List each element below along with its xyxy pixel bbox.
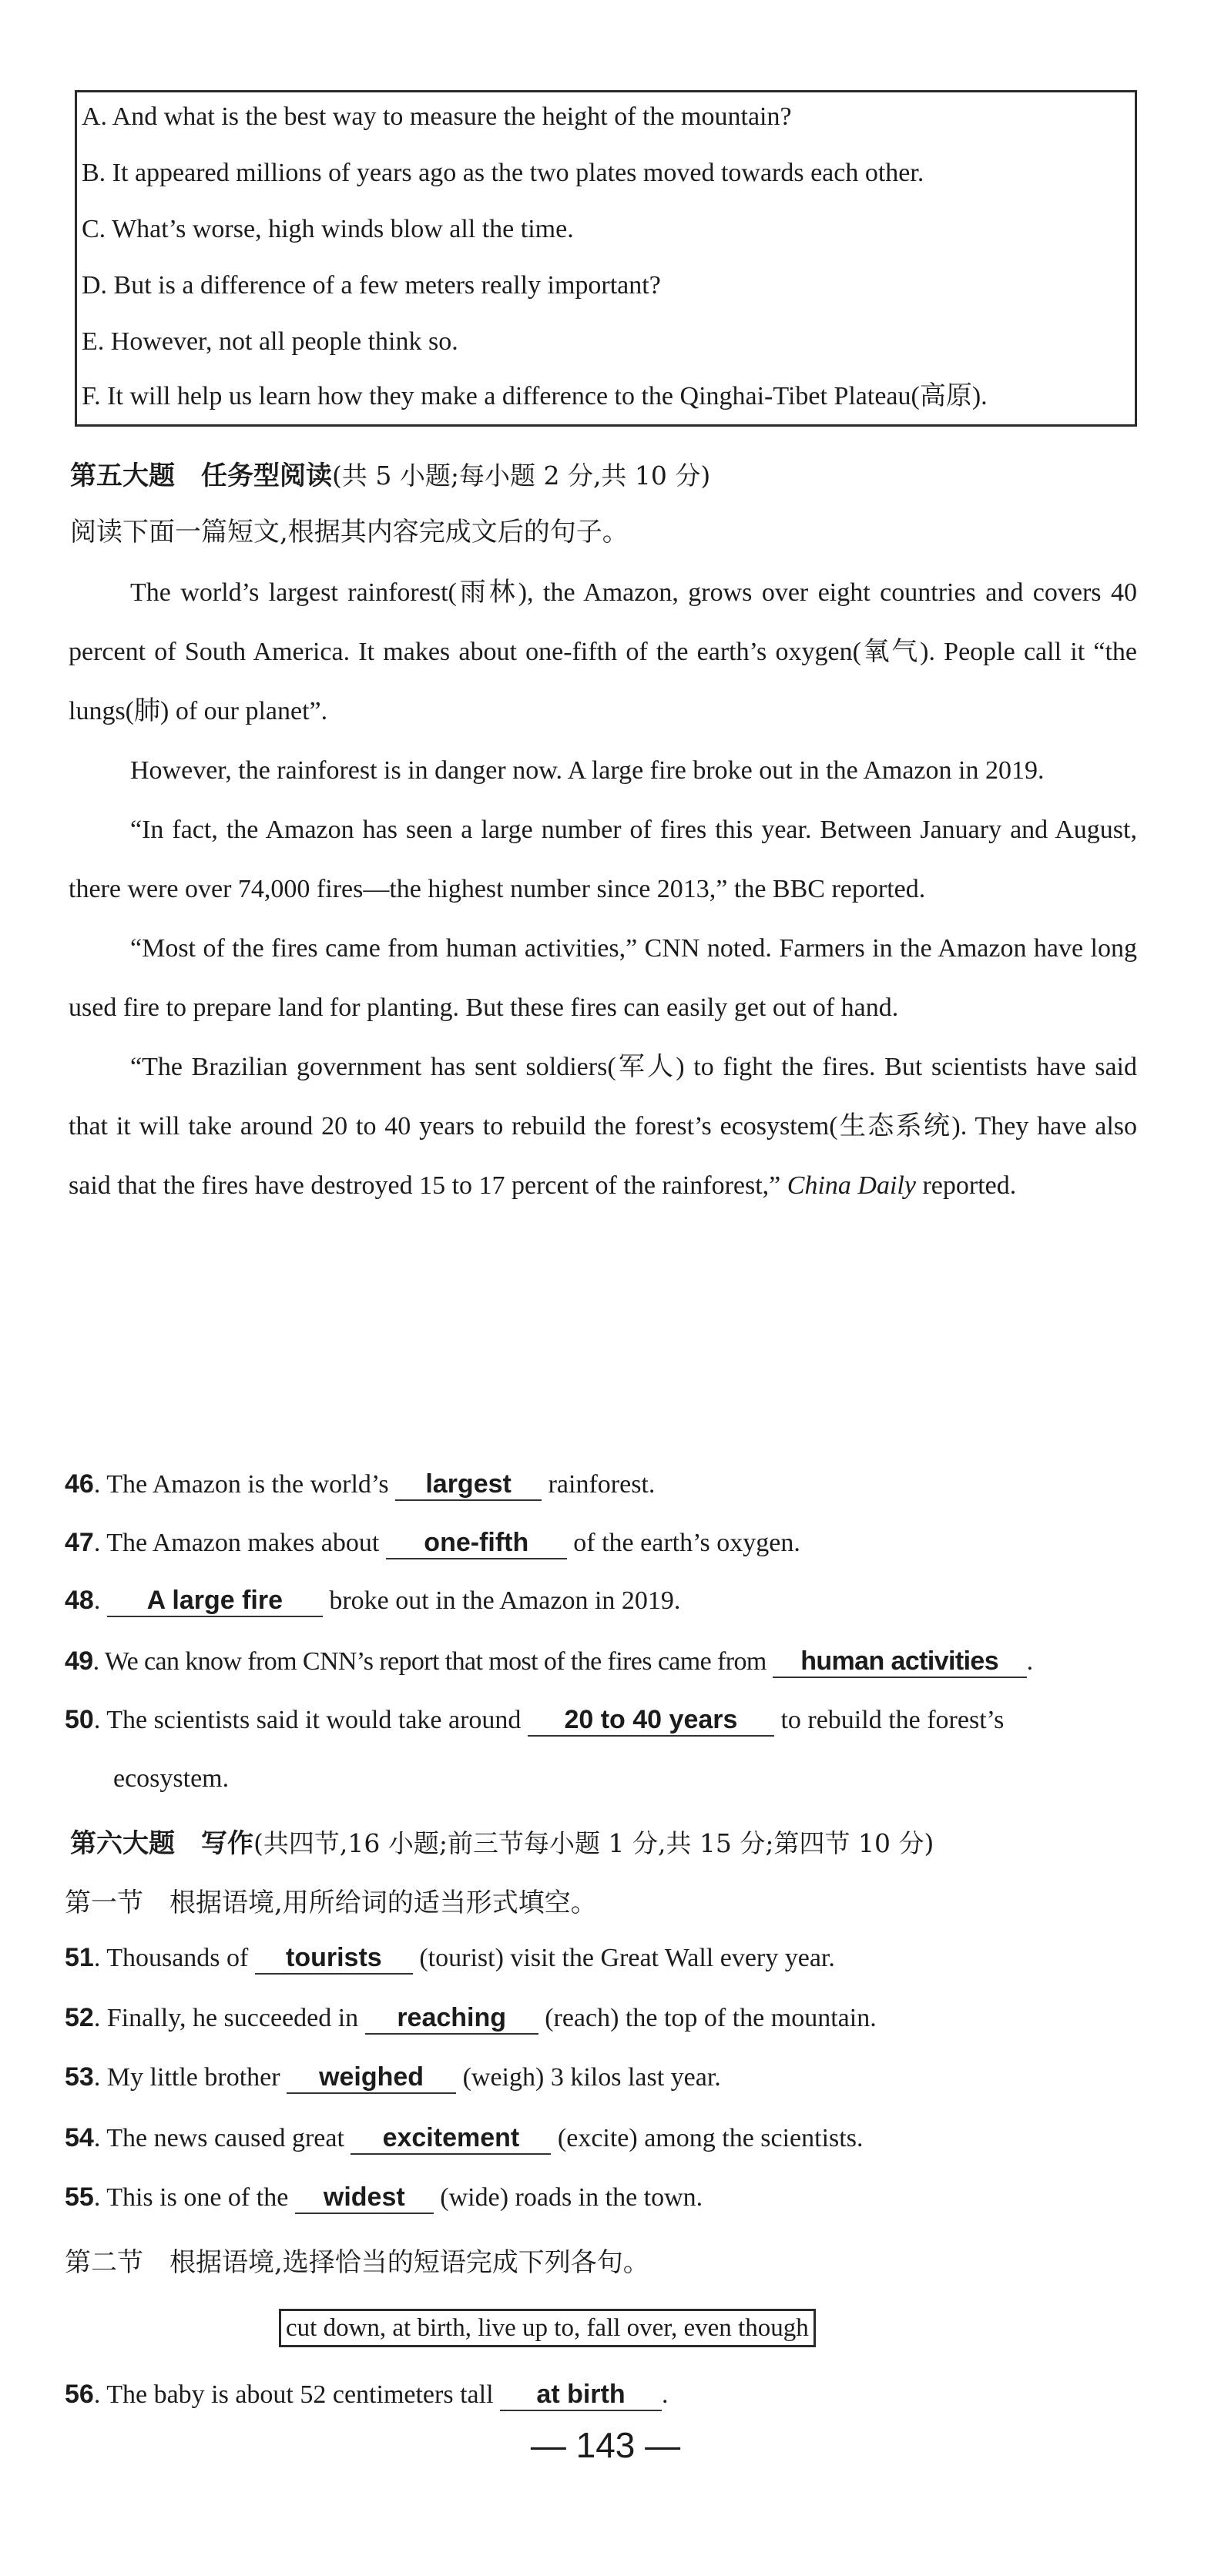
question-text: broke out in the Amazon in 2019. (322, 1586, 681, 1615)
section6-title: 第六大题 写作 (70, 1828, 253, 1859)
question-text: . We can know from CNN’s report that most of the fires came from (92, 1647, 773, 1676)
passage-text: “The Brazilian government has sent soldiers(军人) to fight the fires. But scientists have said that it will take around 20 to 40 years to rebuild the forest’s ecosystem(生态系统). They have also said that the fires have destroyed 15 to 17 percent of the rainforest,” (69, 1053, 1137, 1200)
passage-paragraph: However, the rainforest is in danger now. A large fire broke out in the Amazon in 2019. (130, 756, 1045, 785)
question-number: 52 (65, 2003, 94, 2032)
question-text: . The Amazon is the world’s (93, 1470, 396, 1499)
answer-blank[interactable]: 20 to 40 years (528, 1704, 774, 1737)
option-c: C. What’s worse, high winds blow all the time. (82, 215, 574, 243)
answer-blank[interactable]: one-fifth (386, 1527, 567, 1559)
question-number: 48 (65, 1586, 94, 1615)
question-text: . My little brother (93, 2063, 287, 2092)
section6-heading (70, 1822, 934, 1860)
question-51 (65, 1940, 835, 1976)
question-text: . (662, 2380, 669, 2409)
question-text: (reach) the top of the mountain. (538, 2004, 877, 2032)
question-number: 51 (65, 1943, 94, 1972)
question-text: . This is one of the (93, 2183, 295, 2212)
question-number: 54 (65, 2123, 94, 2152)
question-text: . (1026, 1647, 1033, 1676)
question-52 (65, 2000, 877, 2036)
question-48 (65, 1583, 680, 1619)
question-55 (65, 2179, 703, 2216)
question-number: 46 (65, 1469, 94, 1499)
question-text: . The scientists said it would take around (93, 1706, 528, 1734)
answer-blank[interactable]: A large fire (107, 1585, 323, 1617)
question-text: . Finally, he succeeded in (93, 2004, 365, 2032)
answer-blank[interactable]: human activities (773, 1646, 1027, 1678)
question-number: 49 (65, 1646, 93, 1676)
question-text: (excite) among the scientists. (551, 2124, 864, 2152)
question-number: 55 (65, 2182, 94, 2212)
question-53 (65, 2059, 721, 2095)
news-source: China Daily (787, 1171, 916, 1200)
question-49 (65, 1643, 1033, 1680)
passage-paragraph: “In fact, the Amazon has seen a large number of fires this year. Between January and August, there were over 74,000 fires—the highest number since 2013,” the BBC reported. (69, 816, 1137, 903)
options-box (75, 90, 1137, 427)
question-text: (tourist) visit the Great Wall every year. (412, 1944, 835, 1972)
question-number: 47 (65, 1528, 94, 1557)
option-f: F. It will help us learn how they make a difference to the Qinghai-Tibet Plateau(高原). (82, 382, 988, 410)
question-text: . The baby is about 52 centimeters tall (93, 2380, 501, 2409)
question-number: 53 (65, 2062, 94, 2092)
question-46 (65, 1466, 655, 1502)
answer-blank[interactable]: tourists (255, 1942, 413, 1975)
phrase-box: cut down, at birth, live up to, fall over, even though (279, 2309, 816, 2347)
passage-paragraph: The world’s largest rainforest(雨林), the Amazon, grows over eight countries and covers 40 percent of South America. It makes about one-fifth of the earth’s oxygen(氧气). People call it “the lungs(肺) of our planet”. (69, 578, 1137, 725)
option-e: E. However, not all people think so. (82, 327, 458, 356)
passage-paragraph: “Most of the fires came from human activities,” CNN noted. Farmers in the Amazon have long used fire to prepare land for planting. But these fires can easily get out of hand. (69, 934, 1137, 1022)
reading-passage (69, 563, 1137, 1215)
answer-blank[interactable]: largest (395, 1469, 542, 1501)
question-text: . (93, 1586, 107, 1615)
section5-heading (70, 454, 710, 492)
passage-text-end: reported. (915, 1171, 1017, 1200)
option-a: A. And what is the best way to measure the height of the mountain? (82, 102, 792, 131)
section6-part2: 第二节 根据语境,选择恰当的短语完成下列各句。 (65, 2247, 649, 2278)
answer-blank[interactable]: reaching (365, 2002, 538, 2035)
question-text: . The news caused great (93, 2124, 351, 2152)
question-number: 56 (65, 2380, 94, 2409)
question-text: . Thousands of (93, 1944, 255, 1972)
section5-title: 第五大题 任务型阅读 (70, 461, 332, 491)
question-50-continued: ecosystem. (113, 1764, 230, 1793)
question-text: (wide) roads in the town. (433, 2183, 703, 2212)
option-d: D. But is a difference of a few meters really important? (82, 271, 661, 300)
question-text: to rebuild the forest’s (773, 1706, 1005, 1734)
answer-blank[interactable]: at birth (500, 2379, 662, 2411)
question-54 (65, 2120, 863, 2156)
section6-note: (共四节,16 小题;前三节每小题 1 分,共 15 分;第四节 10 分) (253, 1828, 934, 1858)
passage-paragraph (69, 1037, 1137, 1215)
section5-instruction: 阅读下面一篇短文,根据其内容完成文后的句子。 (70, 517, 629, 548)
question-text: (weigh) 3 kilos last year. (456, 2063, 721, 2092)
answer-blank[interactable]: excitement (351, 2122, 551, 2155)
option-b: B. It appeared millions of years ago as the two plates moved towards each other. (82, 159, 924, 187)
question-number: 50 (65, 1705, 94, 1734)
answer-blank[interactable]: weighed (287, 2062, 456, 2094)
question-text: rainforest. (542, 1470, 656, 1499)
page-number: — 143 — (530, 2425, 681, 2465)
section6-part1: 第一节 根据语境,用所给词的适当形式填空。 (65, 1888, 597, 1918)
answer-blank[interactable]: widest (295, 2182, 434, 2214)
section5-note: (共 5 小题;每小题 2 分,共 10 分) (332, 461, 711, 491)
question-text: of the earth’s oxygen. (566, 1529, 800, 1557)
question-text: . The Amazon makes about (93, 1529, 386, 1557)
question-47 (65, 1525, 800, 1561)
question-56 (65, 2377, 669, 2413)
question-50 (65, 1702, 1004, 1738)
